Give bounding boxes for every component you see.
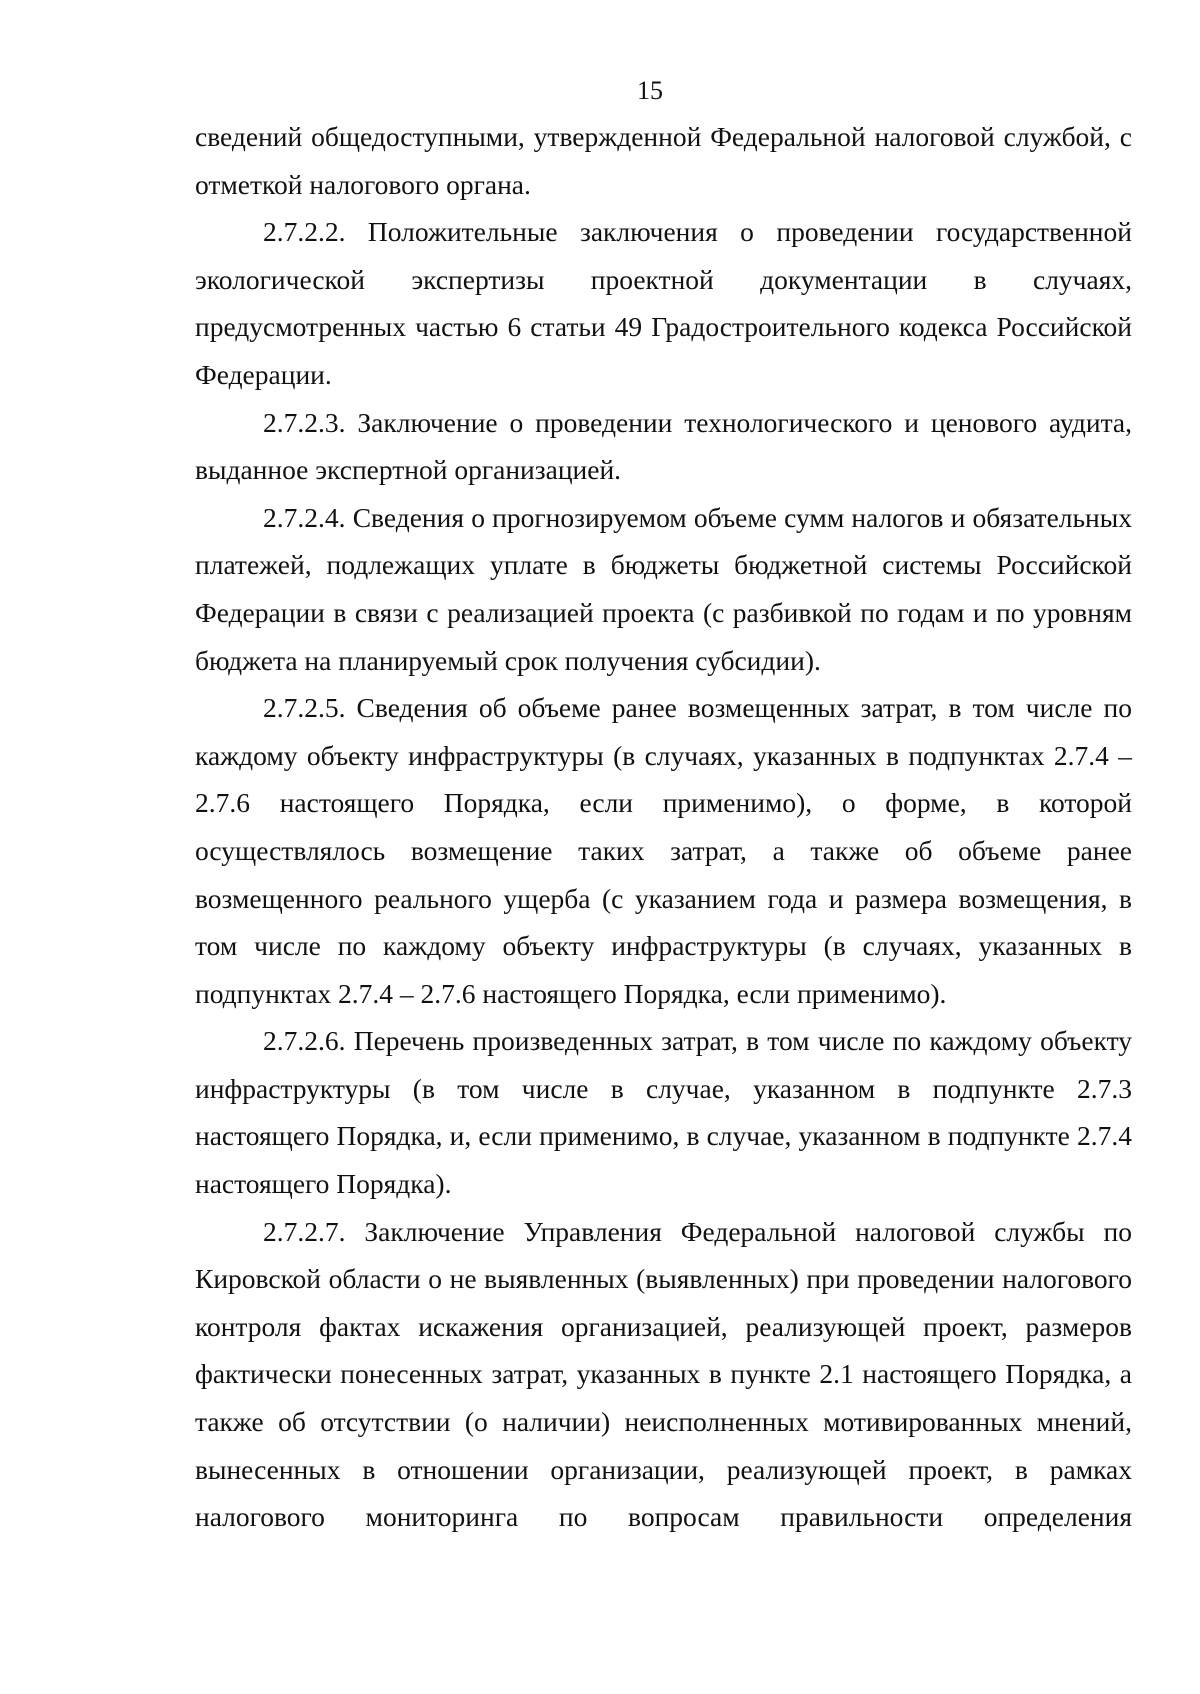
paragraph-2-7-2-4: 2.7.2.4. Сведения о прогнозируемом объеме сумм налогов и обязательных платежей, подлежащих уплате в бюджеты бюджетной системы Российской Федерации в связи с реализацией проекта (с разбивкой по годам и по уровням бюджета на планируемый срок получения субсидии).	[195, 501, 1132, 676]
paragraph-2-7-2-3: 2.7.2.3. Заключение о проведении технологического и ценового аудита, выданное экспертной организацией.	[195, 406, 1132, 486]
page-number: 15	[637, 76, 663, 105]
paragraph-2-7-2-6: 2.7.2.6. Перечень произведенных затрат, в том числе по каждому объекту инфраструктуры (в том числе в случае, указанном в подпункте 2.7.3 настоящего Порядка, и, если применимо, в случае, указанном в подпункте 2.7.4 настоящего Порядка).	[195, 1025, 1132, 1200]
paragraph-2-7-2-5: 2.7.2.5. Сведения об объеме ранее возмещенных затрат, в том числе по каждому объекту инфраструктуры (в случаях, указанных в подпунктах 2.7.4 – 2.7.6 настоящего Порядка, если применимо), о форме, в которой осуществлялось возмещение таких затрат, а также об объеме ранее возмещенного реального ущерба (с указанием года и размера возмещения, в том числе по каждому объекту инфраструктуры (в случаях, указанных в подпунктах 2.7.4 – 2.7.6 настоящего Порядка, если применимо).	[195, 692, 1132, 1009]
paragraph-continuation: сведений общедоступными, утвержденной Федеральной налоговой службой, с отметкой налогового органа.	[195, 121, 1132, 200]
paragraph-2-7-2-7: 2.7.2.7. Заключение Управления Федеральной налоговой службы по Кировской области о не выявленных (выявленных) при проведении налогового контроля фактах искажения организацией, реализующей проект, размеров фактически понесенных затрат, указанных в пункте 2.1 настоящего Порядка, а также об отсутствии (о наличии) неисполненных мотивированных мнений, вынесенных в отношении организации, реализующей проект, в рамках налогового мониторинга по вопросам правильности определения	[195, 1215, 1132, 1533]
document-body	[195, 113, 1132, 1541]
paragraph-2-7-2-2: 2.7.2.2. Положительные заключения о проведении государственной экологической экспертизы проектной документации в случаях, предусмотренных частью 6 статьи 49 Градостроительного кодекса Российской Федерации.	[195, 216, 1132, 390]
